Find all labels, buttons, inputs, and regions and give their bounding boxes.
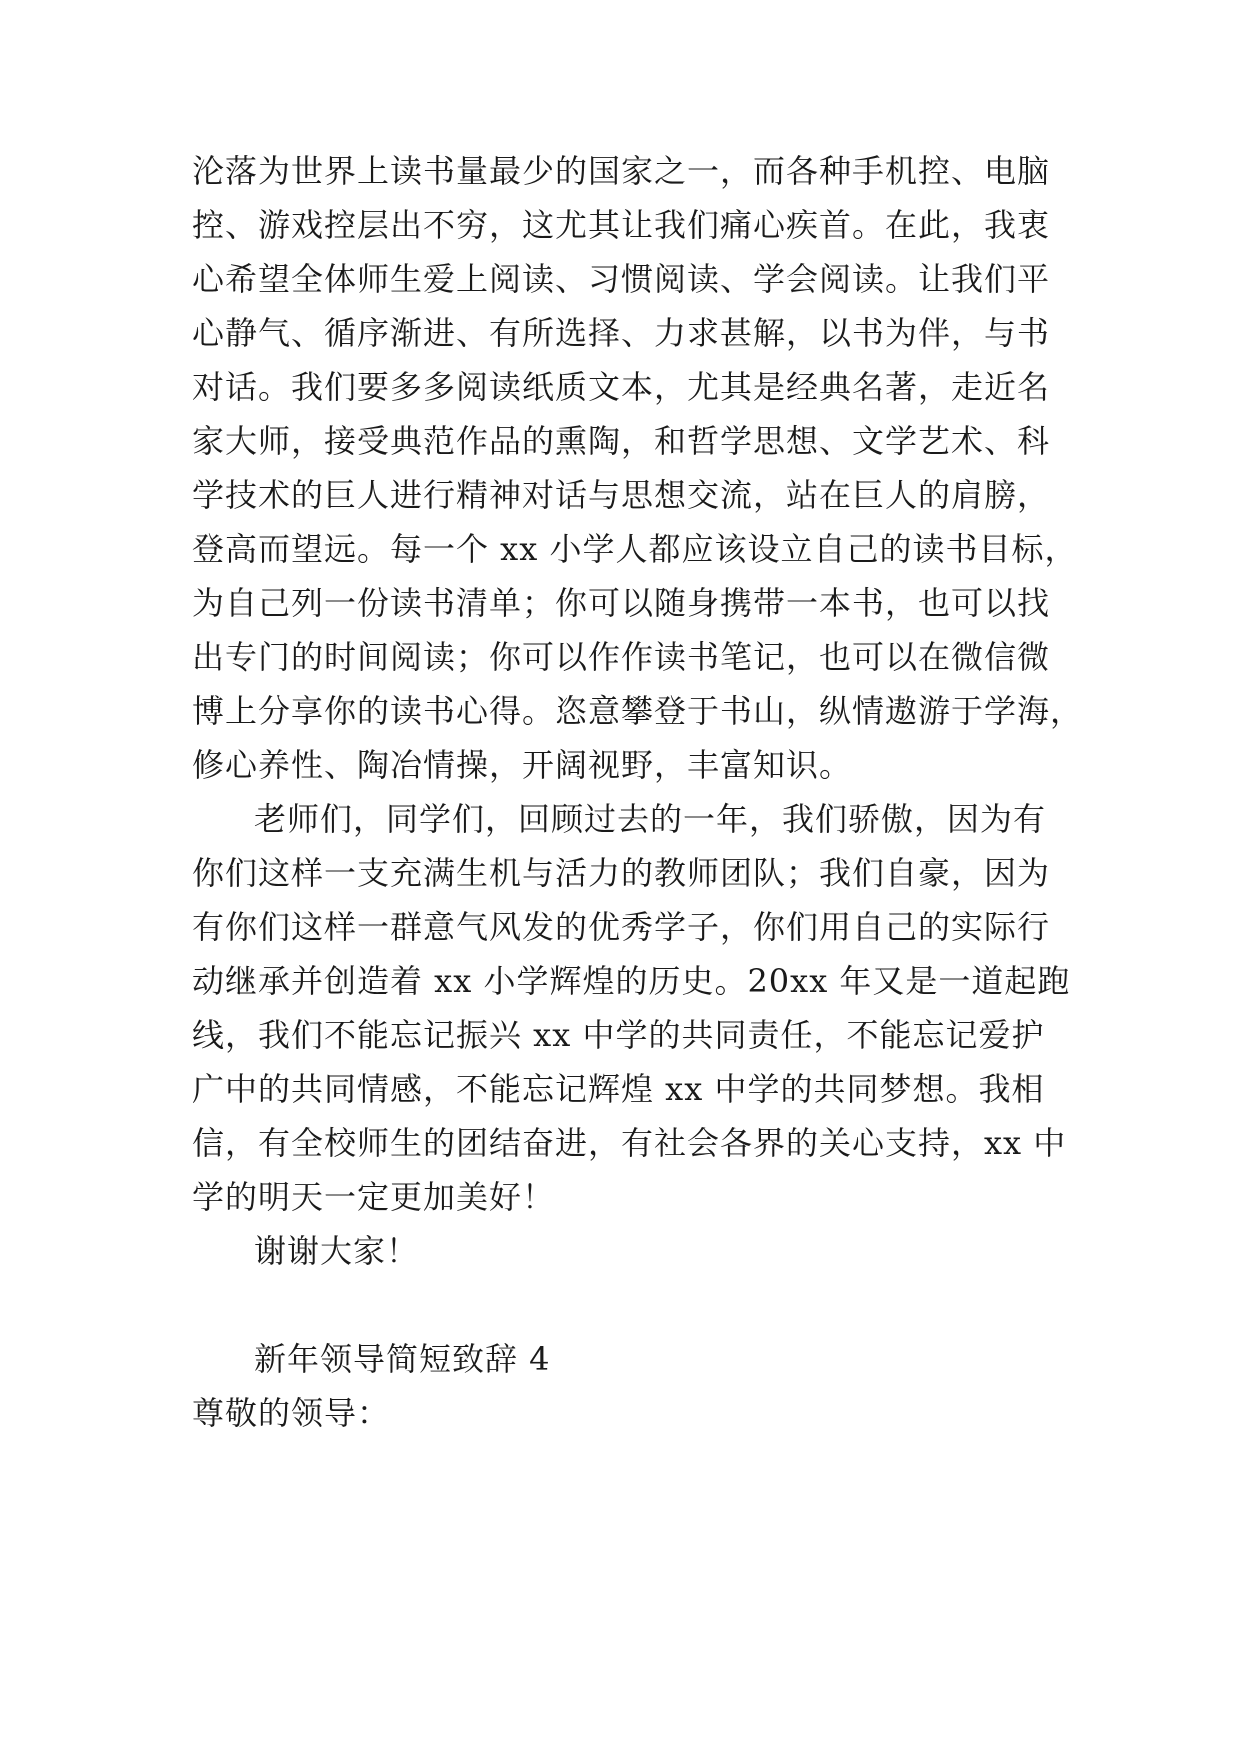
text-line: 博上分享你的读书心得。恣意攀登于书山，纵情遨游于学海，: [192, 692, 1084, 730]
text-line: 登高而望远。每一个 xx 小学人都应该设立自己的读书目标，: [192, 530, 1078, 568]
text-line: 沦落为世界上读书量最少的国家之一，而各种手机控、电脑: [192, 152, 1051, 190]
text-line: 学技术的巨人进行精神对话与思想交流，站在巨人的肩膀，: [192, 476, 1051, 514]
text-line: 有你们这样一群意气风发的优秀学子，你们用自己的实际行: [192, 908, 1051, 946]
paragraph-first-line: 老师们，同学们，回顾过去的一年，我们骄傲，因为有: [254, 800, 1047, 838]
text-line: 信，有全校师生的团结奋进，有社会各界的关心支持，xx 中: [192, 1124, 1067, 1162]
text-line: 出专门的时间阅读；你可以作作读书笔记，也可以在微信微: [192, 638, 1051, 676]
text-line: 家大师，接受典范作品的熏陶，和哲学思想、文学艺术、科: [192, 422, 1051, 460]
text-line: 心希望全体师生爱上阅读、习惯阅读、学会阅读。让我们平: [192, 260, 1051, 298]
text-line: 控、游戏控层出不穷，这尤其让我们痛心疾首。在此，我衷: [192, 206, 1051, 244]
text-line: 修心养性、陶冶情操，开阔视野，丰富知识。: [192, 746, 853, 784]
section-heading: 新年领导简短致辞 4: [254, 1340, 551, 1378]
text-line: 学的明天一定更加美好！: [192, 1178, 556, 1216]
salutation: 尊敬的领导：: [192, 1394, 391, 1432]
text-line: 为自己列一份读书清单；你可以随身携带一本书，也可以找: [192, 584, 1051, 622]
text-line: 心静气、循序渐进、有所选择、力求甚解，以书为伴，与书: [192, 314, 1051, 352]
text-line: 对话。我们要多多阅读纸质文本，尤其是经典名著，走近名: [192, 368, 1051, 406]
closing-line: 谢谢大家！: [254, 1232, 420, 1270]
text-line: 动继承并创造着 xx 小学辉煌的历史。20xx 年又是一道起跑: [192, 962, 1071, 1000]
text-line: 你们这样一支充满生机与活力的教师团队；我们自豪，因为: [192, 854, 1051, 892]
text-line: 广中的共同情感，不能忘记辉煌 xx 中学的共同梦想。我相: [192, 1070, 1045, 1108]
text-line: 线，我们不能忘记振兴 xx 中学的共同责任，不能忘记爱护: [192, 1016, 1045, 1054]
